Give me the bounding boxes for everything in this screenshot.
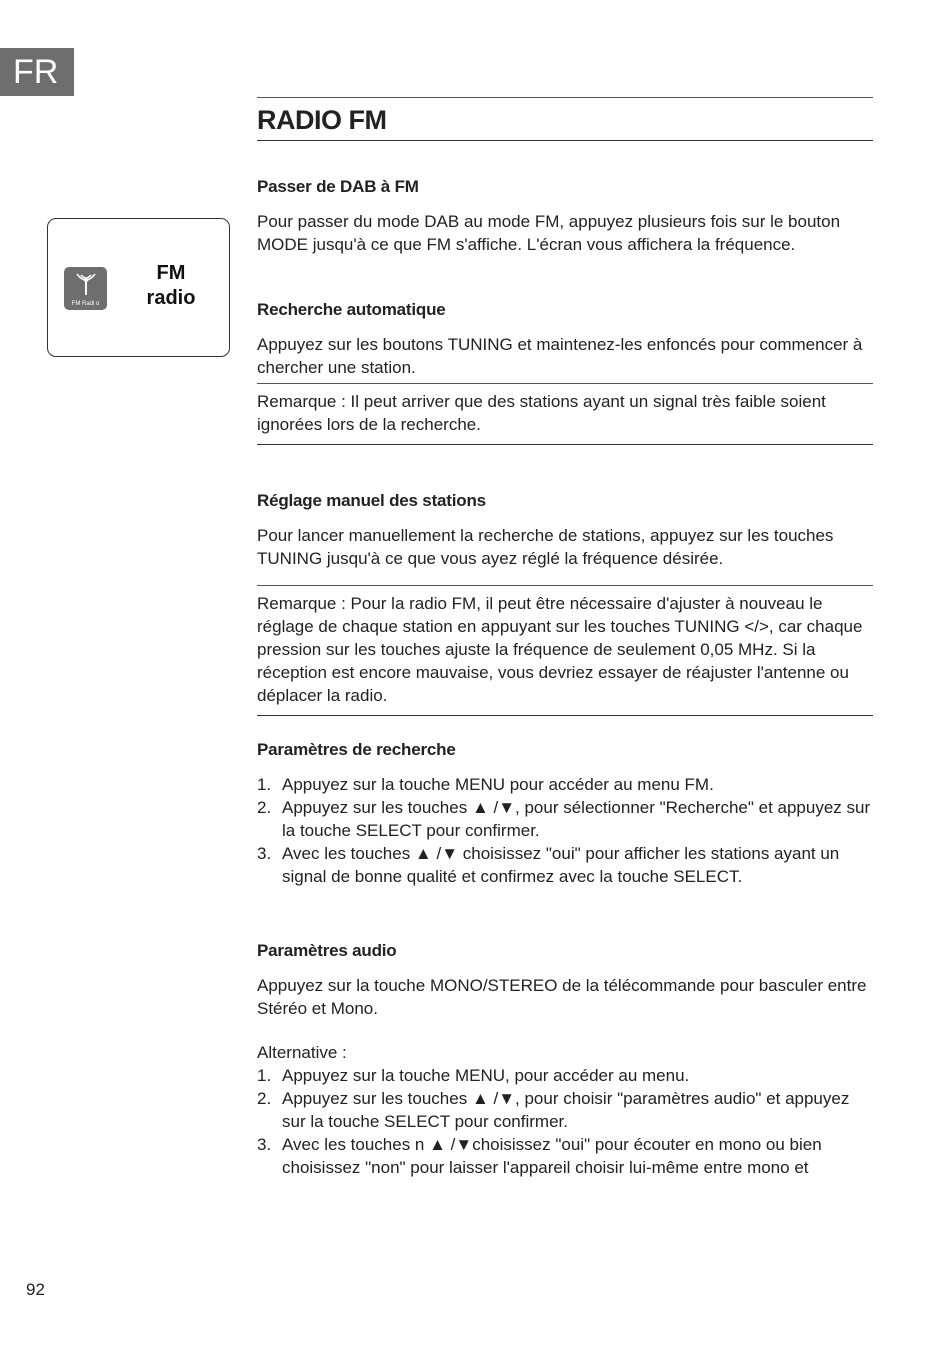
heading-audio-params: Paramètres audio [257, 941, 397, 960]
list-item: 3. Avec les touches ▲ /▼ choisissez "oui" pour afficher les stations ayant un signal de bonne qualité et confirmez avec la touche SELECT. [257, 844, 840, 886]
heading-manual: Réglage manuel des stations [257, 491, 486, 510]
text-manual: Pour lancer manuellement la recherche de stations, appuyez sur les touches TUNING jusqu'à ce que vous ayez réglé la fréquence désirée. [257, 526, 834, 568]
display-line-1: FM [156, 262, 186, 284]
heading-auto-search: Recherche automatique [257, 300, 446, 319]
display-line-2: radio [146, 287, 196, 309]
note-manual: Remarque : Pour la radio FM, il peut être nécessaire d'ajuster à nouveau le réglage de chaque station en appuyant sur les touches TUNING </>, car chaque pression sur les touches ajuste la fréquence de seulement 0,05 MHz. Si la réception est encore mauvaise, vous devriez essayer de réajuster l'antenne ou déplacer la radio. [257, 585, 873, 716]
list-item: 2. Appuyez sur les touches ▲ /▼, pour choisir "paramètres audio" et appuyez sur la touche SELECT pour confirmer. [257, 1089, 850, 1131]
list-item: 2. Appuyez sur les touches ▲ /▼, pour sélectionner "Recherche" et appuyez sur la touche SELECT pour confirmer. [257, 798, 871, 840]
list-item: 3. Avec les touches n ▲ /▼choisissez "oui" pour écouter en mono ou bien choisissez "non" pour laisser l'appareil choisir lui-même entre mono et [257, 1135, 822, 1177]
alternative-label: Alternative : [257, 1043, 347, 1062]
main-content [257, 97, 873, 1179]
text-auto-search: Appuyez sur les boutons TUNING et maintenez-les enfoncés pour commencer à chercher une station. [257, 335, 863, 377]
text-dab-fm: Pour passer du mode DAB au mode FM, appuyez plusieurs fois sur le bouton MODE jusqu'à ce que FM s'affiche. L'écran vous affichera la fréquence. [257, 212, 841, 254]
heading-dab-fm: Passer de DAB à FM [257, 177, 419, 196]
text-audio-params: Appuyez sur la touche MONO/STEREO de la télécommande pour basculer entre Stéréo et Mono. [257, 976, 867, 1018]
heading-search-params: Paramètres de recherche [257, 740, 456, 759]
icon-caption: FM Radi o [71, 301, 100, 307]
list-item: 1. Appuyez sur la touche MENU, pour accéder au menu. [257, 1066, 690, 1085]
page-number: 92 [26, 1280, 45, 1299]
page-title: RADIO FM [257, 97, 873, 141]
fm-radio-display [47, 218, 230, 357]
language-tab: FR [0, 48, 74, 96]
list-audio-params [257, 1064, 873, 1179]
list-item: 1. Appuyez sur la touche MENU pour accéder au menu FM. [257, 775, 714, 794]
antenna-icon [64, 267, 107, 310]
note-auto-search: Remarque : Il peut arriver que des stations ayant un signal très faible soient ignorées lors de la recherche. [257, 383, 873, 445]
list-search-params [257, 773, 873, 888]
display-label [136, 261, 206, 311]
